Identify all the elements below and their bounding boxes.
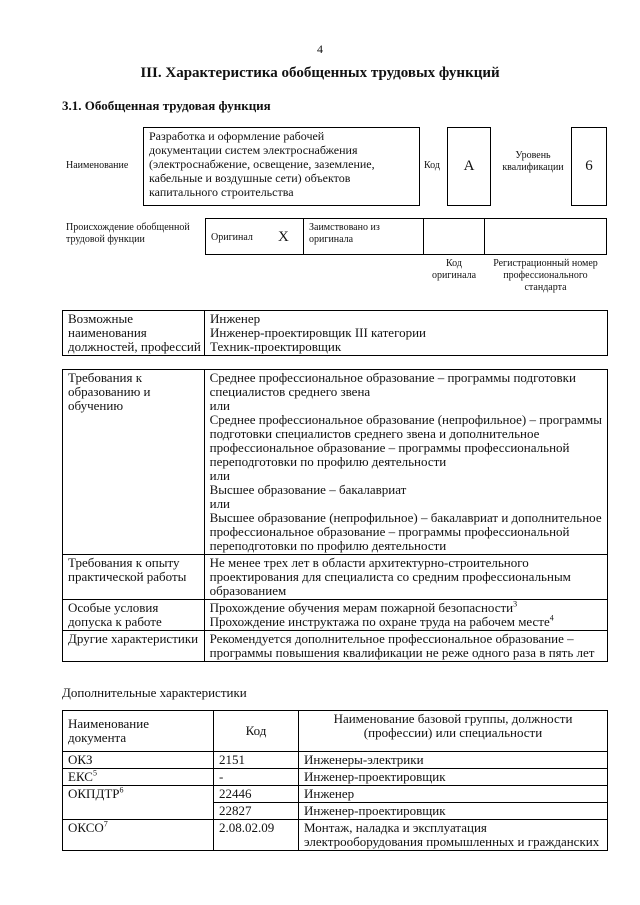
original-mark: X [278, 229, 289, 245]
position-item: Инженер-проектировщик III категории [210, 325, 426, 340]
requirement-line: программы повышения квалификации не реже одного раза в пять лет [209, 645, 595, 660]
function-name-line: капитального строительства [149, 185, 294, 199]
level-value: 6 [585, 158, 593, 174]
requirement-line: профессиональное образование – программы профессиональной [209, 524, 570, 539]
header-group: Наименование базовой группы, должности (профессии) или специальности [299, 711, 608, 752]
requirement-label: Требования к опыту практической работы [63, 555, 205, 600]
cell-name: Инженер-проектировщик [299, 769, 608, 786]
subsection-title: 3.1. Обобщенная трудовая функция [62, 98, 271, 113]
cell-doc: ОКСО$^7$ [63, 820, 214, 851]
cell-doc: ОКЗ [63, 752, 214, 769]
requirement-line: переподготовки по профилю деятельности [209, 454, 447, 469]
original-cell [205, 218, 304, 255]
cell-code: - [214, 769, 299, 786]
table-row [63, 820, 608, 851]
cell-name: Инженер [299, 786, 608, 803]
requirement-value [204, 631, 607, 662]
table-row [63, 555, 608, 600]
requirement-line: или [209, 496, 231, 511]
code-original-cell [423, 218, 485, 255]
code-value: A [463, 158, 475, 174]
reg-number-cell [484, 218, 607, 255]
requirement-line: Прохождение инструктажа по охране труда на рабочем месте$^4$ [209, 613, 554, 629]
level-label: Уровень квалификации [502, 150, 564, 173]
requirement-line: или [209, 468, 231, 483]
requirement-line: Среднее профессиональное образование – программы подготовки [209, 370, 576, 385]
requirement-line: Не менее трех лет в области архитектурно-строительного [209, 555, 529, 570]
cell-doc: ЕКС$^5$ [63, 769, 214, 786]
requirement-line: проектирования для специалиста со средним профессиональным [209, 569, 571, 584]
requirement-line: Прохождение обучения мерам пожарной безопасности$^3$ [209, 599, 518, 615]
requirement-line: образованием [209, 583, 287, 598]
cell-code: 22827 [214, 803, 299, 820]
code-label: Код [424, 160, 440, 171]
section-title: III. Характеристика обобщенных трудовых функций [140, 65, 500, 81]
requirement-line: профессиональное образование – программы профессиональной [209, 440, 570, 455]
requirement-line: переподготовки по профилю деятельности [209, 538, 447, 553]
positions-values [205, 311, 608, 356]
table-row [63, 786, 608, 803]
position-item: Инженер [210, 311, 261, 326]
original-label: Оригинал [211, 232, 253, 243]
requirement-line: подготовки специалистов среднего звена и дополнительное [209, 426, 540, 441]
requirements-table [62, 369, 608, 662]
header-doc: Наименование документа [63, 711, 214, 752]
code-box [447, 127, 491, 206]
table-row [63, 769, 608, 786]
positions-label: Возможные наименования должностей, профессий [63, 311, 205, 356]
requirement-label: Требования к образованию и обучению [63, 370, 205, 555]
cell-doc: ОКПДТР$^6$ [63, 786, 214, 820]
table-row [63, 370, 608, 555]
table-row [63, 631, 608, 662]
name-label: Наименование [66, 160, 129, 171]
requirement-line: Высшее образование – бакалавриат [209, 482, 407, 497]
positions-table [62, 310, 608, 356]
additional-title: Дополнительные характеристики [62, 685, 247, 700]
function-name-line: Разработка и оформление рабочей [149, 129, 325, 143]
requirement-line: Рекомендуется дополнительное профессиональное образование – [209, 631, 574, 646]
table-header-row [63, 711, 608, 752]
code-original-caption: Код оригинала [431, 258, 477, 281]
requirement-line: или [209, 398, 231, 413]
cell-code: 2.08.02.09 [214, 820, 299, 851]
borrowed-cell: Заимствовано из оригинала [303, 218, 424, 255]
table-row [63, 600, 608, 631]
table-row [63, 752, 608, 769]
cell-name: Инженер-проектировщик [299, 803, 608, 820]
requirement-value [204, 555, 607, 600]
level-box [571, 127, 607, 206]
position-item: Техник-проектировщик [210, 339, 342, 354]
footnote-mark: 3 [513, 599, 518, 609]
function-name-line: документации систем электроснабжения [149, 143, 358, 157]
function-name-box [143, 127, 420, 206]
function-name-line: (электроснабжение, освещение, заземление, [149, 157, 375, 171]
additional-table [62, 710, 608, 851]
requirement-line: специалистов среднего звена [209, 384, 371, 399]
cell-name: Инженеры-электрики [299, 752, 608, 769]
function-name-line: кабельные и воздушные сети) объектов [149, 171, 351, 185]
cell-code: 22446 [214, 786, 299, 803]
cell-code: 2151 [214, 752, 299, 769]
footnote-mark: 4 [549, 613, 554, 623]
requirement-line: Среднее профессиональное образование (непрофильное) – программы [209, 412, 602, 427]
requirement-value [204, 370, 607, 555]
origin-label: Происхождение обобщенной трудовой функции [66, 222, 190, 245]
page-number: 4 [317, 42, 323, 56]
requirement-line: Высшее образование (непрофильное) – бакалавриат и дополнительное [209, 510, 602, 525]
requirement-value [204, 600, 607, 631]
reg-number-caption: Регистрационный номер профессионального стандарта [493, 258, 598, 293]
header-code: Код [214, 711, 299, 752]
requirement-label: Особые условия допуска к работе [63, 600, 205, 631]
cell-name: Монтаж, наладка и эксплуатация электрооборудования промышленных и гражданских [299, 820, 608, 851]
requirement-label: Другие характеристики [63, 631, 205, 662]
